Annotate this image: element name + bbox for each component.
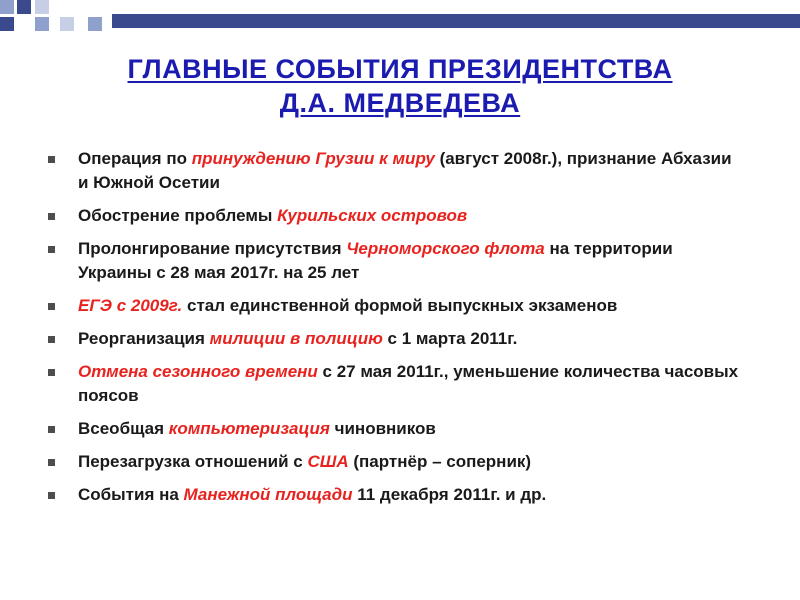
item-text: с 27 мая 2011г., уменьшение количества часовых поясов — [78, 362, 739, 405]
list-item — [46, 360, 746, 408]
item-highlight: компьютеризация — [168, 419, 330, 438]
item-text: Операция по — [78, 149, 192, 168]
item-text: Перезагрузка отношений с — [78, 452, 308, 471]
list-item — [46, 417, 746, 441]
event-list — [46, 147, 746, 516]
bullet-icon — [48, 336, 55, 343]
item-text: стал единственной формой выпускных экзаменов — [182, 296, 618, 315]
deco-square — [60, 17, 74, 31]
bullet-icon — [48, 426, 55, 433]
item-text: на территории Украины с 28 мая 2017г. на 25 лет — [78, 239, 673, 282]
title-line-1: ГЛАВНЫЕ СОБЫТИЯ ПРЕЗИДЕНТСТВА — [127, 54, 673, 84]
bullet-icon — [48, 246, 55, 253]
deco-square — [0, 0, 14, 14]
list-item — [46, 483, 746, 507]
deco-square — [35, 17, 49, 31]
item-text: Обострение проблемы — [78, 206, 278, 225]
item-text: Пролонгирование присутствия — [78, 239, 347, 258]
header-decoration — [0, 0, 800, 40]
list-item — [46, 147, 746, 195]
list-item — [46, 327, 746, 351]
bullet-icon — [48, 156, 55, 163]
deco-square — [17, 0, 31, 14]
item-text: Всеобщая — [78, 419, 169, 438]
list-item — [46, 237, 746, 285]
bullet-icon — [48, 492, 55, 499]
header-bar — [112, 14, 800, 28]
title-line-2: Д.А. МЕДВЕДЕВА — [279, 88, 521, 118]
list-item — [46, 450, 746, 474]
item-text: (партнёр – соперник) — [348, 452, 532, 471]
list-item — [46, 294, 746, 318]
item-text: Реорганизация — [78, 329, 210, 348]
bullet-icon — [48, 369, 55, 376]
bullet-icon — [48, 459, 55, 466]
item-highlight: США — [307, 452, 349, 471]
item-highlight: Отмена сезонного времени — [78, 362, 318, 381]
item-highlight: принуждению Грузии к миру — [191, 149, 435, 168]
item-text: События на — [78, 485, 184, 504]
page-title — [0, 52, 800, 120]
item-highlight: Манежной площади — [183, 485, 353, 504]
item-highlight: Курильских островов — [277, 206, 468, 225]
item-text: 11 декабря 2011г. и др. — [352, 485, 547, 504]
item-text: с 1 марта 2011г. — [382, 329, 518, 348]
deco-square — [0, 17, 14, 31]
item-text: чиновников — [329, 419, 436, 438]
deco-square — [35, 0, 49, 14]
item-highlight: Черноморского флота — [346, 239, 545, 258]
item-highlight: милиции в полицию — [209, 329, 383, 348]
list-item — [46, 204, 746, 228]
item-highlight: ЕГЭ с 2009г. — [78, 296, 183, 315]
item-text: (август 2008г.), признание Абхазии и Южной Осетии — [78, 149, 732, 192]
bullet-icon — [48, 303, 55, 310]
deco-square — [88, 17, 102, 31]
bullet-icon — [48, 213, 55, 220]
